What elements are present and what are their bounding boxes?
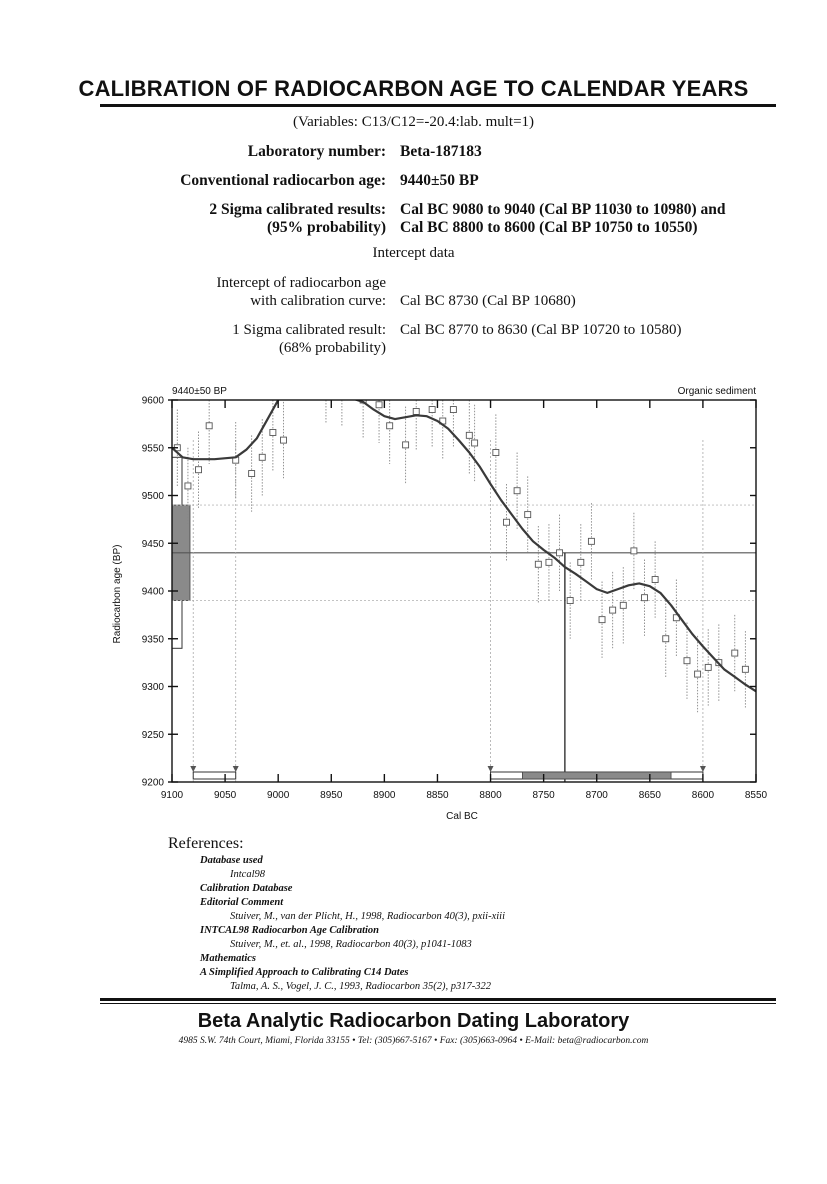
one-sigma-value: Cal BC 8770 to 8630 (Cal BP 10720 to 10580) xyxy=(400,322,682,338)
measurement-point xyxy=(323,383,329,389)
measurement-point xyxy=(732,650,738,656)
chart-age-label: 9440±50 BP xyxy=(172,386,227,397)
ref-calibration-database: Calibration Database xyxy=(200,883,293,894)
measurement-point xyxy=(578,559,584,565)
lab-number-value: Beta-187183 xyxy=(400,143,482,160)
measurement-point xyxy=(620,602,626,608)
calibration-curve xyxy=(172,389,756,692)
ref-simplified-approach: A Simplified Approach to Calibrating C14 Dates xyxy=(200,967,409,978)
intercept-label-1: Intercept of radiocarbon age xyxy=(216,275,386,291)
lab-name: Beta Analytic Radiocarbon Dating Laboratory xyxy=(197,1010,630,1032)
x-axis-label: Cal BC xyxy=(446,811,478,822)
measurement-point xyxy=(610,607,616,613)
measurement-point xyxy=(413,408,419,414)
range-marker xyxy=(488,766,494,772)
measurement-point xyxy=(403,442,409,448)
y-tick-label: 9300 xyxy=(141,682,164,693)
two-sigma-range-bar xyxy=(193,772,235,779)
references-heading: References: xyxy=(168,835,244,852)
lab-address: 4985 S.W. 74th Court, Miami, Florida 33155 • Tel: (305)667-5167 • Fax: (305)663-0964 • E-Mail: beta@radiocarbon.com xyxy=(178,1036,649,1046)
intercept-value: Cal BC 8730 (Cal BP 10680) xyxy=(400,293,576,309)
x-tick-label: 9050 xyxy=(213,790,237,801)
conv-age-label: Conventional radiocarbon age: xyxy=(180,172,386,189)
x-tick-label: 8550 xyxy=(744,790,768,801)
measurement-point xyxy=(339,386,345,392)
y-tick-label: 9350 xyxy=(141,634,164,646)
header-rule xyxy=(100,104,776,107)
measurement-point xyxy=(652,577,658,583)
range-marker xyxy=(190,766,196,772)
ref-editorial-value: Stuiver, M., van der Plicht, H., 1998, Radiocarbon 40(3), pxii-xiii xyxy=(230,911,505,922)
measurement-point xyxy=(663,636,669,642)
x-tick-label: 8600 xyxy=(691,790,715,801)
measurement-point xyxy=(503,519,509,525)
measurement-point xyxy=(535,561,541,567)
measurement-point xyxy=(684,658,690,664)
x-tick-label: 9000 xyxy=(267,790,290,801)
measurement-point xyxy=(387,423,393,429)
x-tick-label: 8950 xyxy=(320,790,343,801)
measurement-point xyxy=(206,423,212,429)
measurement-point xyxy=(525,512,531,518)
one-sigma-label: 1 Sigma calibrated result: xyxy=(232,322,386,338)
measurement-point xyxy=(493,450,499,456)
measurement-point xyxy=(546,559,552,565)
page-title: CALIBRATION OF RADIOCARBON AGE TO CALENDAR YEARS xyxy=(78,76,749,101)
y-tick-label: 9400 xyxy=(141,586,164,598)
footer-rule-thin xyxy=(100,1003,776,1004)
lab-number-label: Laboratory number: xyxy=(247,143,386,160)
measurement-point xyxy=(249,471,255,477)
two-sigma-label: 2 Sigma calibrated results: xyxy=(209,201,386,218)
measurement-point xyxy=(642,595,648,601)
x-tick-label: 9100 xyxy=(160,790,184,801)
measurement-point xyxy=(196,467,202,473)
calibration-chart xyxy=(100,380,770,830)
ref-editorial-comment: Editorial Comment xyxy=(200,897,284,908)
measurement-point xyxy=(259,454,265,460)
ref-simplified-approach-value: Talma, A. S., Vogel, J. C., 1993, Radiocarbon 35(2), p317-322 xyxy=(230,981,492,992)
x-tick-label: 8750 xyxy=(532,790,555,801)
measurement-point xyxy=(450,407,456,413)
variables-line: (Variables: C13/C12=-20.4:lab. mult=1) xyxy=(292,114,535,130)
ref-intcal98-value: Stuiver, M., et. al., 1998, Radiocarbon 40(3), p1041-1083 xyxy=(230,939,472,950)
y-tick-label: 9200 xyxy=(141,777,164,789)
measurement-point xyxy=(631,548,637,554)
ref-mathematics: Mathematics xyxy=(200,953,257,964)
measurement-point xyxy=(466,432,472,438)
chart-sample-type: Organic sediment xyxy=(677,386,756,397)
x-tick-label: 8700 xyxy=(585,790,608,801)
measurement-point xyxy=(557,550,563,556)
measurement-point xyxy=(280,437,286,443)
measurement-point xyxy=(599,617,605,623)
measurement-point xyxy=(472,440,478,446)
one-sigma-probability-label: (68% probability) xyxy=(278,340,386,356)
ref-database-used-value: Intcal98 xyxy=(230,869,265,880)
measurement-point xyxy=(429,407,435,413)
measurement-point xyxy=(514,488,520,494)
range-marker xyxy=(700,766,706,772)
y-tick-label: 9550 xyxy=(141,443,164,455)
measurement-point xyxy=(567,598,573,604)
measurement-point xyxy=(705,664,711,670)
footer-rule xyxy=(100,998,776,1001)
range-marker xyxy=(233,766,239,772)
measurement-point xyxy=(742,666,748,672)
x-tick-label: 8650 xyxy=(638,790,661,801)
measurement-point xyxy=(270,429,276,435)
ref-intcal98: INTCAL98 Radiocarbon Age Calibration xyxy=(200,925,380,936)
y-tick-label: 9250 xyxy=(141,729,164,741)
x-tick-label: 8800 xyxy=(479,790,502,801)
intercept-heading: Intercept data xyxy=(372,245,455,261)
measurement-point xyxy=(185,483,191,489)
two-sigma-value-1: Cal BC 9080 to 9040 (Cal BP 11030 to 10980) and xyxy=(400,201,726,218)
intercept-label-2: with calibration curve: xyxy=(250,293,386,309)
measurement-point xyxy=(695,671,701,677)
measurement-point xyxy=(588,538,594,544)
y-tick-label: 9450 xyxy=(141,538,164,550)
measurement-point xyxy=(376,402,382,408)
two-sigma-value-2: Cal BC 8800 to 8600 (Cal BP 10750 to 10550) xyxy=(400,219,698,236)
x-tick-label: 8900 xyxy=(373,790,396,801)
y-axis-label: Radiocarbon age (BP) xyxy=(112,544,123,644)
x-tick-label: 8850 xyxy=(426,790,449,801)
y-tick-label: 9500 xyxy=(141,491,164,502)
y-tick-label: 9600 xyxy=(141,395,164,407)
conv-age-value: 9440±50 BP xyxy=(400,172,479,189)
ref-database-used: Database used xyxy=(200,855,263,866)
two-sigma-probability-label: (95% probability) xyxy=(267,219,386,236)
